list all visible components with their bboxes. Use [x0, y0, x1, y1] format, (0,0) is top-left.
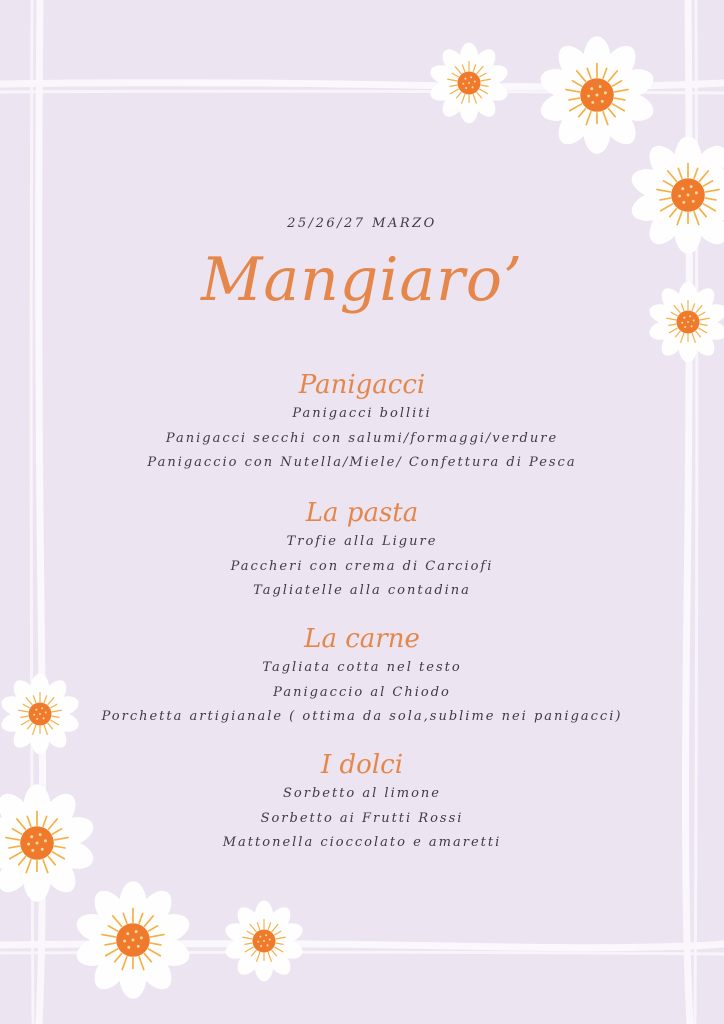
daisy-flower-icon — [73, 881, 193, 999]
daisy-flower-icon — [223, 901, 305, 982]
section-heading: I dolci — [320, 750, 404, 780]
menu-item: Panigaccio con Nutella/Miele/ Confettura di Pesca — [147, 455, 577, 470]
menu-item: Sorbetto ai Frutti Rossi — [260, 810, 464, 826]
menu-item: Tagliatelle alla contadina — [253, 583, 471, 598]
daisy-flower-icon — [628, 136, 724, 254]
menu-item: Panigacci bolliti — [292, 406, 432, 421]
menu-item: Paccheri con crema di Carciofi — [230, 558, 494, 574]
menu-item: Panigaccio al Chiodo — [273, 684, 451, 700]
menu-title: Mangiaro’ — [200, 245, 524, 315]
section-heading: Panigacci — [298, 370, 426, 400]
menu-item: Tagliata cotta nel testo — [262, 660, 462, 675]
menu-item: Trofie alla Ligure — [286, 534, 438, 549]
section-heading: La carne — [304, 624, 420, 654]
menu-item: Porchetta artigianale ( ottima da sola,sublime nei panigacci) — [101, 709, 623, 724]
menu-item: Mattonella cioccolato e amaretti — [222, 835, 502, 850]
section-dolci — [0, 748, 724, 856]
section-carne — [0, 622, 724, 730]
section-pasta — [0, 496, 724, 604]
daisy-flower-icon — [428, 43, 510, 124]
daisy-flower-icon — [537, 36, 657, 154]
menu-item: Panigacci secchi con salumi/formaggi/verdure — [165, 430, 559, 446]
menu-item: Sorbetto al limone — [283, 786, 441, 801]
section-panigacci — [0, 368, 724, 476]
section-heading: La pasta — [305, 498, 419, 528]
event-date: 25/26/27 MARZO — [287, 216, 437, 231]
